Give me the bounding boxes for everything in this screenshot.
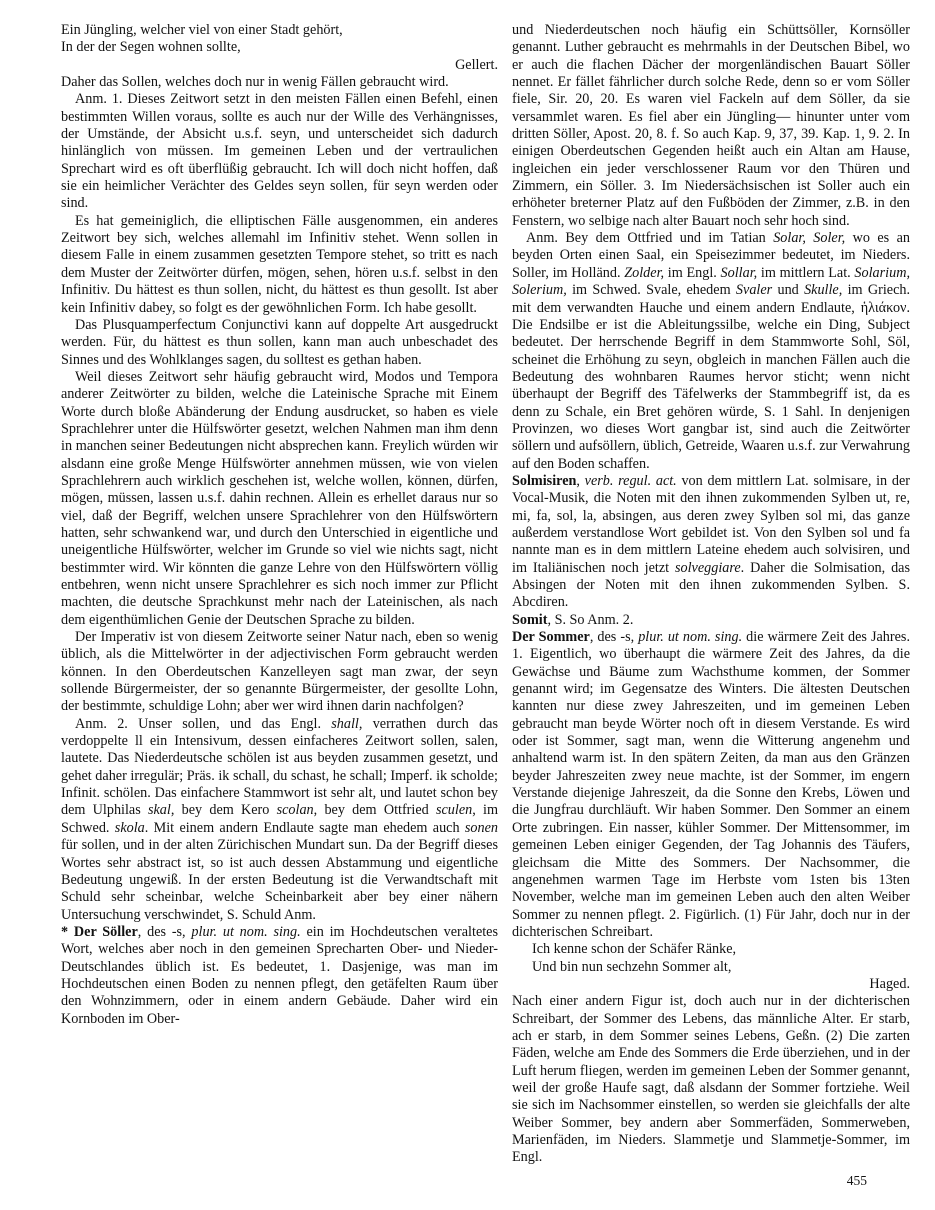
text-run: Das Plusquamperfectum Conjunctivi kann auf doppelte Art ausgedruckt werden. Für, du hättest es thun sollen, kann man auch unbeschadet des Sinnes und des Wohlklanges sagen, du solltest es gethan haben. [61,316,498,368]
text-run: , verrathen durch das verdoppelte ll ein Intensivum, dessen einfacheres Zeitwort sollen, salen, lautete. Das Niederdeutsche schölen ist aus beyden zusammen gesetzt, und gehet daher irregulär; Präs. ik schall, du schast, he schall; Imperf. ik scholde; Infinit. schölen. Das einfachere Stammwort ist sehr alt, und lautet schon bey dem Ulphilas [61,715,498,819]
italic-run: Skulle, [804,282,843,299]
paragraph [61,213,498,317]
text-run: , des -s, [589,629,639,646]
italic-run: Solarium, Solerium, [512,264,910,299]
paragraph [61,91,498,212]
italic-run: skal [147,802,171,819]
text-run: . Daher die Solmisation, das Absingen der Noten mit den ihnen zukommenden Sylben. S. Abcdiren. [512,559,910,611]
text-run: im Schwed. Svale, ehedem [566,282,736,299]
headword: Somit [512,611,548,628]
text-run: Anm. Bey dem Ottfried und im Tatian [526,230,774,247]
paragraph [512,230,910,473]
text-run: Ich kenne schon der Schäfer Ränke, [532,941,737,958]
text-run: Haged. [869,975,910,992]
left-text-column [61,22,498,1028]
text-run: im Engl. [664,264,721,281]
paragraph [61,629,498,716]
italic-run: Solar, Soler, [773,230,846,247]
italic-run: plur. ut nom. sing. [191,923,301,940]
text-run: Anm. 2. Unser sollen, und das Engl. [75,715,332,732]
italic-run: sculen [435,802,473,819]
paragraph [61,369,498,629]
text-run: Weil dieses Zeitwort sehr häufig gebraucht wird, Modos und Tempora anderer Zeitwörter zu bilden, welche die Lateinische Sprache mit Einem Worte durch bloße Abänderung der Endung ausdrucket, so haben es viele Sprachlehrer unter die Hülfswörter gesetzt, welchen Nahmen man ihm denn in manchen seiner Bedeutungen nicht absprechen kann. Freylich würden wir alsdann eine große Menge Hülfswörter annehmen müssen, wie von vielen Sprachlehrern auch wirklich geschehen ist, welche wollen, können, dürfen, mögen, müssen, lassen u.s.f. dahin rechnen. Allein es erhellet daraus nur so viel, daß der Begriff, welchen unsere Sprachlehrer von den Hülfswörtern hatten, sehr schwankend war, und durch den Unterschied in eigentliche und uneigentliche Hülfswörter, welcher im Grunde so viel wie nichts sagt, nicht bestimmter wird. Wir könnten die ganze Lehre von den Hülfswörtern völlig entbehren, wenn nicht unsere Sprachlehrer es sich noch immer zur Pflicht machten, die deutsche Sprachkunst mehr nach der Lateinischen, als nach dem eigenthümlichen Genie der Deutschen Sprache zu bilden. [61,368,498,628]
italic-run: Zolder, [624,264,665,281]
text-run: und [772,282,805,299]
text-run: im Griech. mit dem verwandten Hauche und einem andern Endlaute, ἡλιάκον. Die Endsilbe er ist die Ableitungssilbe, welche ein Ding, Subject bedeutet. Der herrschende Begriff in dem Stammworte Sohl, Söl, scheinet die Erhöhung zu seyn, obgleich in manchen Fällen auch die Bedeutung des wohnbaren Raumes hervor sticht; wenn nicht überhaupt der Begriff des Täfelwerks der Stammbegriff ist, da es denn zu Schale, ein Bret gehören würde, S. 1 Sahl. In denjenigen Provinzen, wo dieses Wort gangbar ist, sind auch die Zeitwörter söllern und aufsöllern, üblich, Getreide, Waaren u.s.f. zur Verwahrung auf den Boden schaffen. [512,282,911,472]
italic-run: Sollar, [720,264,758,281]
page-number: 455 [846,1173,867,1188]
text-run: wo es an beyden Orten einen Saal, ein Speisezimmer bedeutet, im Nieders. Soller, im Holländ. [512,230,910,281]
continuation-paragraph [512,993,910,1166]
text-run: von dem mittlern Lat. solmisare, in der Vocal-Musik, die Noten mit den ihnen zukommenden Sylben ut, re, mi, fa, sol, la, absingen, aus deren zwey Sylben sol mi, das ganze außerdem verstandlose Wort gebildet ist. Von den Sylben sol und fa nannte man es in dem mittlern Lateine ehedem auch solvisiren, und im Italiänischen noch jetzt [512,472,910,576]
right-text-column [512,22,910,1167]
dictionary-entry [512,473,910,612]
verse-line [61,39,498,56]
text-run: Und bin nun sechzehn Sommer alt, [532,958,732,975]
italic-run: plur. ut nom. sing. [638,629,743,646]
italic-run: Svaler [735,282,773,299]
text-run: In der der Segen wohnen sollte, [61,39,241,56]
continuation-paragraph [61,74,498,91]
text-run: für sollen, und in der alten Zürichischen Mundart sun. Da der Begriff dieses Wortes sehr abstract ist, so ist auch dessen Abstammung und eigentliche Bedeutung ungewiß. In der ersten Bedeutung ist die Verwandtschaft mit Schuld sehr scheinbar, welche Scheinbarkeit aber bey einer nähern Untersuchung verschwindet, S. Schuld Anm. [61,837,498,923]
verse-line [512,941,910,958]
continuation-paragraph [512,22,910,230]
dictionary-entry [512,629,910,941]
text-run: . Mit einem andern Endlaute sagte man ehedem auch [144,819,465,836]
text-run: im mittlern Lat. [757,264,855,281]
text-run: , S. So Anm. 2. [547,611,634,628]
paragraph [61,716,498,924]
italic-run: skola [114,819,145,836]
text-run: Anm. 1. Dieses Zeitwort setzt in den meisten Fällen einen Befehl, einen bestimmten Willen voraus, sollte es auch nur der Wille des Verhängnisses, der Umstände, der Absicht u.s.f. seyn, und unterscheidet sich dadurch hinlänglich von müssen. Im gemeinen Leben und der vertraulichen Sprechart wird es oft überflüßig gebraucht. Ich will doch nicht hoffen, daß sie ein heimlicher Verächter des Geldes seyn sollen, für seyn werden oder sind. [61,91,498,212]
attribution [512,976,910,993]
verse-line [61,22,498,39]
text-run: , [576,472,585,489]
headword: Der Sommer [512,629,590,646]
italic-run: shall [331,715,359,732]
text-run: , bey dem Kero [170,802,277,819]
headword: Solmisiren [512,472,577,489]
text-run: und Niederdeutschen noch häufig ein Schüttsöller, Kornsöller genannt. Luther gebraucht es mehrmahls in der Deutschen Bibel, wo er auch die flachen Dächer der morgenländischen Bauart Söller nennet. Er fället fährlicher durch solche Rede, denn so er vom Söller fiele, Sir. 20, 20. Es waren viel Fackeln auf dem Söller, da sie versammlet waren. Es fiel aber ein Jüngling— hinunter unter vom dritten Söller, Apost. 20, 8. f. So auch Kap. 9, 37, 39. Kap. 1, 9. 2. In einigen Oberdeutschen Gegenden heißt auch ein Altan am Hause, ingleichen ein jeder verschlossener Raum vor den Thüren und Zimmern, ein Söller. 3. Im Niedersächsischen ist Soller auch ein erhöheter breterner Platz auf den Fußböden der Zimmer, z.B. in den Fenstern, wo selbige nach alter Bauart noch sehr hoch sind. [512,22,910,229]
italic-run: solveggiare [675,559,741,576]
verse-line [512,959,910,976]
text-run: Gellert. [455,56,498,73]
italic-run: sonen [464,819,498,836]
text-run: Ein Jüngling, welcher viel von einer Stadt gehört, [61,22,343,38]
attribution [61,57,498,74]
italic-run: scolan [276,802,314,819]
text-run: , bey dem Ottfried [313,802,436,819]
text-run: , im Schwed. [61,802,498,836]
text-run: Nach einer andern Figur ist, doch auch nur in der dichterischen Schreibart, der Sommer des Lebens, das männliche Alter. Er starb, ach er starb, in dem Sommer seines Lebens, Geßn. (2) Die zarten Fäden, welche am Ende des Sommers die Erde überziehen, und in der Luft herum fliegen, werden im gemeinen Leben der Sommer genannt, weil der große Haufe sagt, daß alsdann der Sommer fortziehe. Weil sie sich im Nachsommer einstellen, so werden sie gleichfalls der alte Weiber Sommer, bey andern aber Sommerfäden, Sommerweben, Marienfäden, im Nieders. Slammetje und Slammetje-Sommer, im Engl. [512,993,910,1166]
italic-run: verb. regul. act. [584,472,677,489]
paragraph [61,317,498,369]
text-run: Daher das Sollen, welches doch nur in wenig Fällen gebraucht wird. [61,74,449,91]
dictionary-entry [512,612,910,629]
text-run: Der Imperativ ist von diesem Zeitworte seiner Natur nach, eben so wenig üblich, als die Mittelwörter in der adjectivischen Form gebraucht werden können. In den Oberdeutschen Kanzelleyen sagt man zwar, der seyn sollende Bürgermeister, der so genannte Bürgermeister, der gesollte Lohn, der bestimmte, schuldige Lohn; aber wer wird ihnen darin nachfolgen? [61,629,498,715]
dictionary-entry [61,924,498,1028]
text-run: ein im Hochdeutschen veraltetes Wort, welches aber noch in den gemeinen Sprecharten Ober- und Nieder-Deutschlandes üblich ist. Es bedeutet, 1. Dasjenige, was man im Hochdeutschen einen Boden zu nennen pflegt, den getäfelten Raum über den Wohnzimmern, oder in einem andern Gebäude. Daher wird ein Kornboden im Ober- [61,923,499,1027]
text-run: die wärmere Zeit des Jahres. 1. Eigentlich, wo überhaupt die wärmere Zeit des Jahres, da die Gewächse und Bäume zum Wachsthume kommen, der Sommer genannt wird; im Gegensatze des Winters. Die ältesten Deutschen kannten nur diese zwey Jahreszeiten, und im gemeinen Leben gebraucht man beyde Wörter noch oft in diesem Verstande. Es wird oder ist Sommer, sagt man, wenn die Witterung angenehm und anhaltend warm ist. In den spätern Zeiten, da man aus den Gränzen beyder Jahreszeiten zwey neue machte, ist der Sommer, im engern Verstande diejenige Jahreszeit, da die Sonne den Krebs, Löwen und die Jungfrau durchläuft. Wir haben Sommer. Den Sommer an einem Orte zubringen. Ein nasser, kühler Sommer. Der Mittensommer, im gemeinen Leben einiger Gegenden, der Tag Johannis des Täufers, gleichsam die Mitte des Sommers. Der Nachsommer, die angenehmen warmen Tage im Herbste vom 1sten bis 13ten November, welche man im gemeinen Leben auch den alten Weiber Sommer zu nennen pflegt. 2. Figürlich. (1) Für Jahr, doch nur in der dichterischen Schreibart. [512,629,910,940]
text-run: Es hat gemeiniglich, die elliptischen Fälle ausgenommen, ein anderes Zeitwort bey sich, welches allemahl im Infinitiv stehet. Wenn sollen in diesem Falle in einem zusammen gesetzten Tempore stehet, so tritt es nach dem Muster der Zeitwörter dürfen, mögen, sehen, hören u.s.f. selbst in den Infinitiv. Du hättest es thun sollen, nicht, du hättest es thun gesollt. Ist aber kein Infinitiv dabey, so folgt es der gewöhnlichen Form. Ich habe gesollt. [61,212,498,316]
headword: * Der Söller [61,923,138,940]
text-run: , des -s, [137,923,192,940]
